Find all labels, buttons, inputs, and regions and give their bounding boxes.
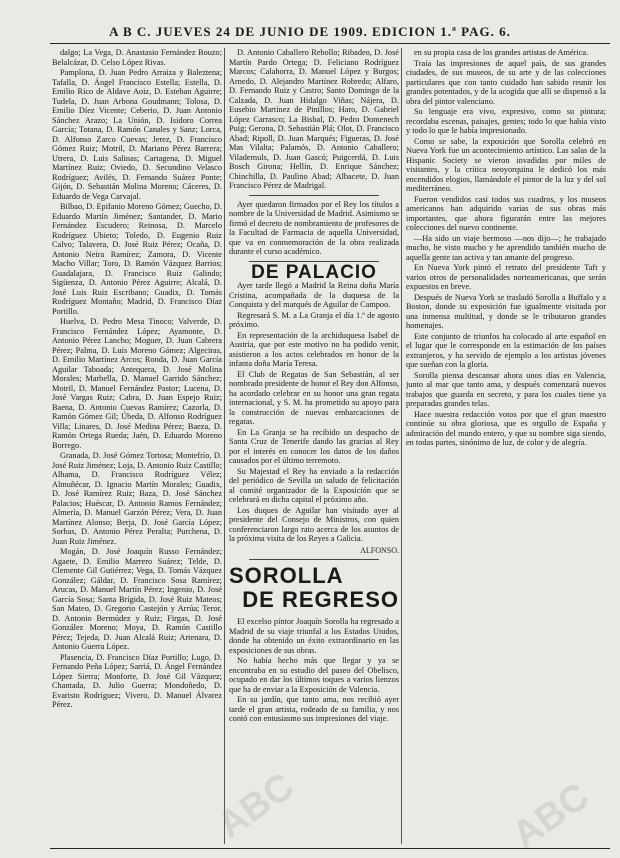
signature: ALFONSO.: [360, 545, 399, 555]
column-divider: [224, 48, 225, 844]
bulletin-paragraph: Ayer quedaron firmados por el Rey los títulos a nombre de la Universidad de Madrid. Asimismo se firmó el decreto de nombramiento de profesores de la Facultad de Farmacia de aquella Universidad, que va en conmemoración de la obra realizada durante el curso académico.: [229, 199, 399, 256]
paragraph: D. Antonio Caballero Rebollo; Ribadeo, D. José Martín Pardo Ortega; D. Feliciano Rodríguez Marcos; Calahorra, D. Manuel López y Burgos; Arnedo, D. Alejandro Martínez Robredo; Alfaro, D. Fernando Ruiz y Castro; Santo Domingo de la Calzada, D. Juan Hidalgo Viñas; Nájera, D. Eusebio Martínez de Pinillos; Haro, D. Gabriel López Carrasco; La Bisbal, D. Pedro Domenech Puig; Gerona, D. Sebastián Plá; Olot, D. Francisco Abad; Ripoll, D. Juan Marqués; Figueras, D. José Mas Vilalta; Palamós, D. Antonio Caballero; Vilademuls, D. Juan Gascó; Puigcerdá, D. Luis Bosch Girona; Hellín, D. Enrique Sánchez; Chinchilla, D. Paulino Abad; Albacete, D. Juan Francisco Pérez de Madrigal.: [229, 48, 399, 190]
paragraph: No había hecho más que llegar y ya se encontraba en su estudio del paseo del Obelisco, ocupado en dar los últimos toques a varios lienzos que ha de enviar a la Exposición de Valencia.: [229, 656, 399, 694]
de-palacio-heading: DE PALACIO: [251, 261, 377, 283]
paragraph: en su propia casa de los grandes artistas de América.: [414, 48, 589, 57]
paragraph: Sorolla piensa descansar ahora unos días en Valencia, junto al mar que tanto ama, y después comenzará nuevos trabajos que guarda en secreto, y para los cuales tiene ya preparadas grandes telas.: [406, 370, 606, 408]
column-divider: [401, 48, 402, 844]
paragraph: Los duques de Aguilar han visitado ayer al presidente del Consejo de Ministros, con quien conferenciaron largo rato acerca de los asuntos de la próxima visita de los Reyes a Galicia.: [229, 505, 399, 543]
column-2: [229, 48, 399, 844]
paragraph: Granada, D. José Gómez Tortosa; Montefrío, D. José Ruiz Jiménez; Loja, D. Antonio Ruiz Castillo; Alhama, D. Francisco Rodríguez Vélez; Almuñécar, D. Ignacio Martín Morales; Guadix, D. José Ramírez Ruiz; Baza, D. José Sánchez Palacios; Huéscar, D. Antonio Ramos Fernández; Almería, D. Manuel Garzón Pérez; Vera, D. Juan Martínez Alonso; Berja, D. José García López; Sorbas, D. Antonio Pérez Peralta; Purchena, D. Juan Ruiz Jiménez.: [52, 451, 222, 546]
paragraph: Bilbao, D. Epifanio Moreno Gómez; Guecho, D. Eduardo Martín Jiménez; Santander, D. Mario Fernández Escudero; Reinosa, D. Marcelo Rodríguez Ubieto; Toledo, D. Eugenio Ruiz Calvo; Talavera, D. José Ruiz Pérez; Ocaña, D. Antonio Neira Ramírez; Zamora, D. Vicente Macho Villar; Toro, D. Ramón Vázquez Barrios; Guadalajara, D. Francisco Ruiz Galindo; Sigüenza, D. Antonio Pérez Aguirre; Alcalá, D. José Luis Ruiz Escribano; Guadix, D. Tomás Rodríguez Montaño; Madrid, D. Francisco Díaz Portillo.: [52, 202, 222, 316]
paragraph: Pamplona, D. Juan Pedro Arraiza y Baleztena; Tafalla, D. Ángel Francisco Estella; Estella, D. Emilio Rico de Aldave Aoiz, D. Esteban Aguirre; Tudela, D. Juan Arbona Goudmann; Tolosa, D. Emilio Díez Vicente; Ceberio, D. Juan Antonio Sánchez Arazo; La Unión, D. Isidoro Correa García; Totana, D. Ramón Canales y Sanz; Lorca, D. Alfonso Zarco Cuevas; Jerez, D. Francisco Gómez Ruiz; Motril, D. Mariano Pérez Barrera; Utrera, D. Luis Salinas; Cartagena, D. Miguel Martínez Ruiz; Oviedo, D. Secundino Velasco Rodríguez; Avilés, D. Fernando Suárez Ponte; Gijón, D. Sebastián Molina Moreno; Cáceres, D. Eduardo de Vega Carvajal.: [52, 68, 222, 201]
paragraph: —Ha sido un viaje hermoso —nos dijo—; he trabajado mucho, he visto mucho y he aprendido también mucho de aquella gente tan activa y tan amante del progreso.: [406, 233, 606, 262]
abc-watermark: ABC: [210, 765, 302, 847]
paragraph: En Nueva York pintó el retrato del presidente Taft y varios otros de personalidades norteamericanas, que serán expuestos en breve.: [406, 263, 606, 291]
paragraph: dalgo; La Vega, D. Anastasio Fernández Bouzo; Belalcázar, D. Celso López Rivas.: [52, 48, 222, 67]
paragraph: Hace nuestra redacción votos por que el gran maestro continúe su obra gloriosa, que es orgullo de España y admiración del mundo entero, y que su nombre siga siendo, en todas partes, sinónimo de luz, de color y de alegría.: [406, 409, 606, 447]
paragraph: En La Granja se ha recibido un despacho de Santa Cruz de Tenerife dando las gracias al Rey por el interés en conocer los datos de los daños causados por el último terremoto.: [229, 427, 399, 465]
paragraph: El Club de Regatas de San Sebastián, al ser nombrado presidente de honor el Rey don Alfonso, ha acordado celebrar en su honor una gran regata internacional, y S. M. ha prometido su apoyo para la construcción de nuevas embarcaciones de regatas.: [229, 369, 399, 426]
paragraph: Este conjunto de triunfos ha colocado al arte español en el lugar que le corresponde en la estimación de los países extranjeros, y ha servido de ejemplo a los artistas jóvenes que sueñan con la gloria.: [406, 331, 606, 369]
column-1: [52, 48, 222, 844]
separator: [249, 195, 379, 196]
page-header: A B C. JUEVES 24 DE JUNIO DE 1909. EDICION 1.ª PAG. 6.: [109, 24, 511, 39]
paragraph: Su Majestad el Rey ha enviado a la redacción del periódico de Sevilla un saludo de felicitación al comité organizador de la Exposición que se celebrará en dicha capital el próximo año.: [229, 466, 399, 504]
paragraph: Ayer tarde llegó a Madrid la Reina doña María Cristina, acompañada de la duquesa de la Conquista y del marqués de Aguilar de Campoo.: [229, 281, 399, 309]
header-rule: [50, 43, 610, 44]
separator: [249, 559, 379, 560]
paragraph: En representación de la archiduquesa Isabel de Austria, que por este motivo no ha podido venir, asistieron a los actos celebrados en honor de la infanta doña María Teresa.: [229, 330, 399, 368]
paragraph: Fueron vendidos casi todos sus cuadros, y los museos americanos han adquirido varias de sus obras más importantes, que ahora figurarán entre las mejores colecciones del nuevo continente.: [406, 194, 606, 232]
column-3: [406, 48, 606, 844]
abc-watermark: ABC: [505, 775, 597, 857]
paragraph: Después de Nueva York se trasladó Sorolla a Buffalo y a Boston, donde su exposición fue igualmente visitada por una inmensa multitud, y donde se le tributaron grandes homenajes.: [406, 292, 606, 330]
paragraph: En su jardín, que tanto ama, nos recibió ayer tarde el gran artista, rodeado de su familia, y nos contó con entusiasmo sus impresiones del viaje.: [229, 695, 399, 723]
paragraph: Plasencia, D. Francisco Díaz Portillo; Lugo, D. Fernando Peña López; Sarriá, D. Ángel Fernández López Sierra; Monforte, D. José Gil Vázquez; Chantada, D. Julio Guerra; Mondoñedo, D. Evaristo Rodríguez; Vivero, D. Manuel Álvarez Pérez.: [52, 652, 222, 709]
sorolla-heading: SOROLLA: [229, 563, 344, 588]
paragraph: Como se sabe, la exposición que Sorolla celebró en Nueva York fue un acontecimiento artístico. Las salas de la Hispanic Society se vieron invadidas por miles de visitantes, y la crítica neoyorquina le dedicó los más encendidos elogios, llamándole el pintor de la luz y del sol mediterráneo.: [406, 136, 606, 193]
paragraph: Huelva, D. Pedro Mesa Tinoco; Valverde, D. Francisco Fernández López; Ayamonte, D. Antonio Pérez Lancho; Moguer, D. Juan Cabrera Pérez; Palma, D. Luis Moreno Gómez; Algeciras, D. Emilio Martínez Arcos; Ronda, D. Juan García Aguilar Taboada; Antequera, D. José Molina Morales; Marbella, D. Manuel Garrido Sánchez; Motril, D. Manuel Fernández Pastor; Lucena, D. José Vargas Ruiz; Cabra, D. Juan Espejo Ruiz; Baena, D. Antonio Cuevas Ramírez; Cazorla, D. Ramón Gómez Gil; Úbeda, D. Alfonso Rodríguez Villa; Linares, D. José Medina Pérez; Baeza, D. Ramón Ortega Rueda; Jaén, D. Eduardo Moreno Borrego.: [52, 317, 222, 450]
paragraph: El excelso pintor Joaquín Sorolla ha regresado a Madrid de su viaje triunfal a los Estados Unidos, donde ha obtenido un éxito extraordinario en las exposiciones de sus obras.: [229, 617, 399, 655]
paragraph: Traía las impresiones de aquel país, de sus grandes ciudades, de sus museos, de su arte y de las colecciones particulares que con tanto cuidado han sabido reunir los grandes potentados, y de la acogida que allí se dispensó a la obra del pintor valenciano.: [406, 58, 606, 106]
paragraph: Su lenguaje era vivo, expresivo, como su pintura; recordaba escenas, paisajes, gentes; todo lo que había visto y todo lo que le había impresionado.: [406, 107, 606, 135]
paragraph: Mogán, D. José Joaquín Russo Fernández; Agaete, D. Emilio Marrero Suárez; Telde, D. Clemente Gil Gutiérrez; Vega, D. Tomás Vázquez González; Gáldar, D. Francisco Sosa Ramírez; Arucas, D. Manuel Martín Pérez; Ingenio, D. José García Sosa; Santa Brígida, D. José Ruiz Mateos; San Mateo, D. Gregorio Castejón y Arrúa; Teror, D. Antonio Bermúdez y Ruiz; Firgas, D. José González Moreno; Moya, D. Ramón Castillo Pérez; Tejeda, D. Juan Alcalá Ruiz; Artenara, D. Antonio Guerra López.: [52, 547, 222, 651]
paragraph: Regresará S. M. a La Granja el día 1.º de agosto próximo.: [229, 310, 399, 329]
de-regreso-heading: DE REGRESO: [242, 587, 399, 612]
